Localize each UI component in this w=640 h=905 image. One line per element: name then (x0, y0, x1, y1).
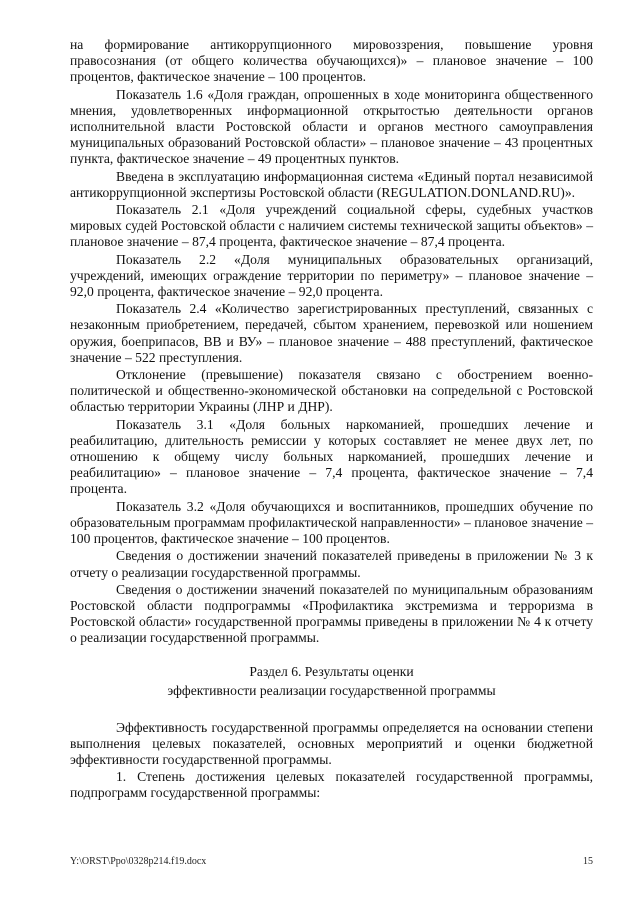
file-path: Y:\ORST\Ppo\0328p214.f19.docx (70, 856, 207, 867)
paragraph: 1. Степень достижения целевых показателей государственной программы, подпрограмм государственной программы: (70, 769, 593, 801)
paragraph: Сведения о достижении значений показателей приведены в приложении № 3 к отчету о реализации государственной программы. (70, 548, 593, 580)
section-subtitle: эффективности реализации государственной программы (167, 682, 496, 698)
section-title: Раздел 6. Результаты оценки (249, 663, 414, 679)
paragraph: на формирование антикоррупционного мировоззрения, повышение уровня правосознания (от общего количества обучающихся)» – плановое значение – 100 процентов, фактическое значение – 100 процентов. (70, 37, 593, 85)
page-number: 15 (583, 856, 593, 867)
paragraph: Введена в эксплуатацию информационная система «Единый портал независимой антикоррупционной экспертизы Ростовской области (REGULATION.DONLAND.RU)». (70, 168, 593, 200)
paragraph: Эффективность государственной программы определяется на основании степени выполнения целевых показателей, основных мероприятий и оценки бюджетной эффективности государственной программы. (70, 719, 593, 767)
paragraph: Сведения о достижении значений показателей по муниципальным образованиям Ростовской области подпрограммы «Профилактика экстремизма и терроризма в Ростовской области» государственной программы приведены в приложении № 4 к отчету о реализации государственной программы. (70, 581, 593, 646)
paragraph: Показатель 1.6 «Доля граждан, опрошенных в ходе мониторинга общественного мнения, удовлетворенных информационной открытостью деятельности органов исполнительной власти Ростовской области и органов местного самоуправления муниципальных образований Ростовской области» – плановое значение – 43 процентных пункта, фактическое значение – 49 процентных пунктов. (70, 86, 593, 167)
paragraph: Показатель 2.4 «Количество зарегистрированных преступлений, связанных с незаконным приобретением, передачей, сбытом хранением, перевозкой или ношением оружия, боеприпасов, ВВ и ВУ» – плановое значение – 488 преступлений, фактическое значение – 522 преступления. (70, 301, 593, 365)
paragraph: Показатель 3.1 «Доля больных наркоманией, прошедших лечение и реабилитацию, длительность ремиссии у которых составляет не менее двух лет, по отношению к общему числу больных наркоманией, прошедших лечение и реабилитацию» – плановое значение – 7,4 процента, фактическое значение – 7,4 процента. (70, 416, 593, 497)
paragraph: Отклонение (превышение) показателя связано с обострением военно-политической и общественно-экономической обстановки на сопредельной с Ростовской областью территории Украины (ЛНР и ДНР). (70, 367, 593, 415)
document-page (70, 37, 593, 803)
paragraph: Показатель 2.1 «Доля учреждений социальной сферы, судебных участков мировых судей Ростовской области с наличием системы технической защиты объектов» – плановое значение – 87,4 процента, фактическое значение – 87,4 процента. (70, 202, 593, 250)
spacer (70, 700, 593, 720)
paragraph: Показатель 2.2 «Доля муниципальных образовательных организаций, учреждений, имеющих ограждение территории по периметру» – плановое значение – 92,0 процента, фактическое значение – 92,0 процента. (70, 251, 593, 300)
paragraph: Показатель 3.2 «Доля обучающихся и воспитанников, прошедших обучение по образовательным программам профилактической направленности» – плановое значение – 100 процентов, фактическое значение – 100 процентов. (70, 498, 593, 547)
page-footer (70, 856, 593, 867)
spacer (70, 648, 593, 662)
